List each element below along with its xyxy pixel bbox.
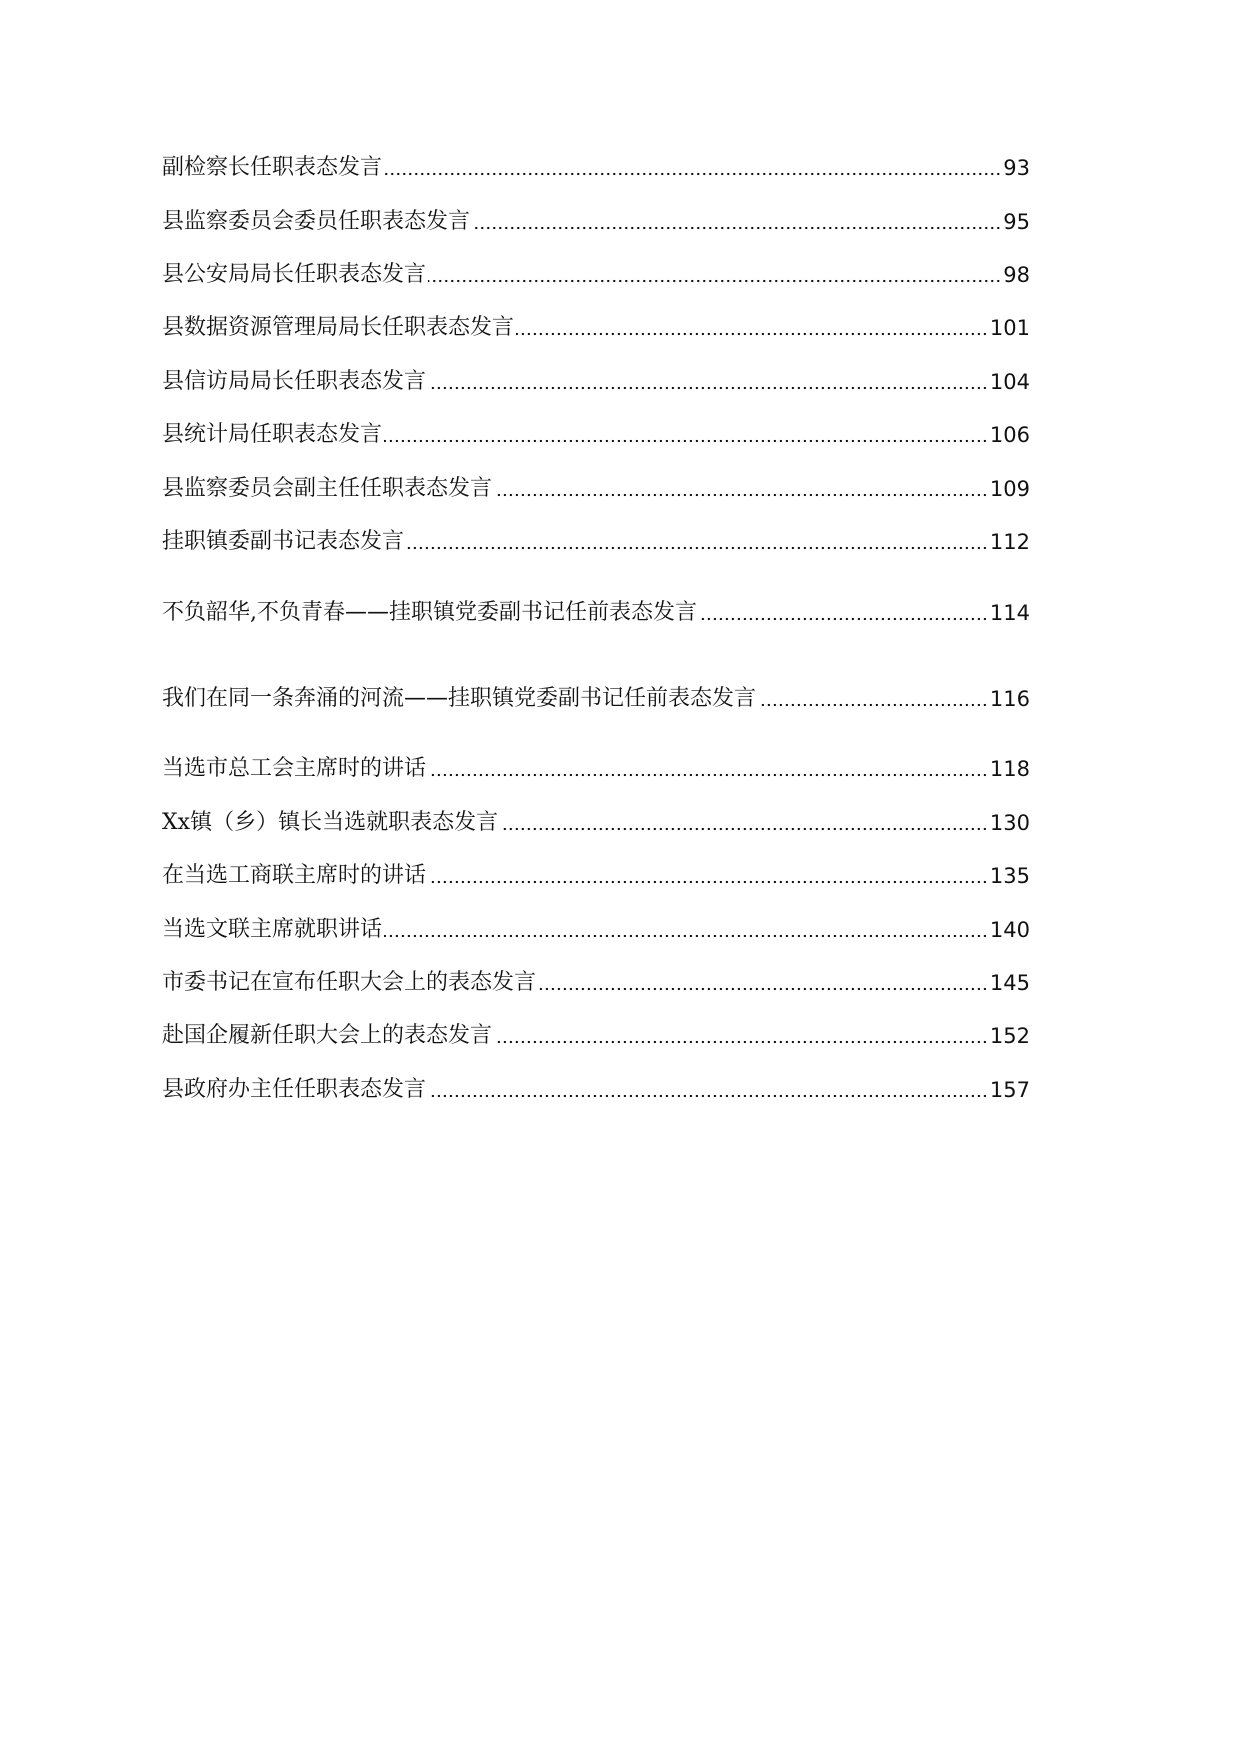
toc-page-number: 98 [1003,263,1030,287]
toc-dot-leader [516,332,988,336]
toc-dot-leader [699,617,988,621]
toc-page-number: 109 [989,477,1030,501]
toc-entry[interactable] [162,965,1030,997]
toc-entry[interactable] [162,364,1030,396]
toc-dot-leader [406,546,988,550]
toc-entry-title: 赴国企履新任职大会上的表态发言 [162,1023,493,1048]
toc-entry-title: 挂职镇委副书记表态发言 [162,529,405,554]
toc-entry[interactable] [162,1018,1030,1050]
toc-entry-title: 县数据资源管理局局长任职表态发言 [162,315,515,340]
toc-entry-title: 县公安局局长任职表态发言 [162,262,427,287]
toc-dot-leader [472,226,1001,230]
toc-dot-leader [428,773,988,777]
toc-entry[interactable] [162,524,1030,556]
toc-entry[interactable] [162,310,1030,342]
toc-dot-leader [758,703,988,707]
toc-page-number: 106 [989,423,1030,447]
toc-dot-leader [500,827,988,831]
toc-entry-title: 县监察委员会委员任职表态发言 [162,209,471,234]
toc-page-number: 112 [989,530,1030,554]
toc-entry[interactable] [162,471,1030,503]
toc-dot-leader [428,279,1001,283]
toc-dot-leader [428,1094,988,1098]
toc-entry[interactable] [162,751,1030,783]
toc-entry[interactable] [162,1072,1030,1104]
toc-entry-title: 当选市总工会主席时的讲话 [162,756,427,781]
toc-page-number: 93 [1003,156,1030,180]
toc-page-number: 140 [989,918,1030,942]
toc-entry[interactable] [162,858,1030,890]
toc-dot-leader [384,934,988,938]
toc-page-number: 104 [989,370,1030,394]
toc-entry[interactable] [162,805,1030,837]
toc-entry-title: 在当选工商联主席时的讲话 [162,863,427,888]
toc-entry[interactable] [162,204,1030,236]
toc-dot-leader [494,493,988,497]
toc-page-number: 114 [989,601,1030,625]
toc-entry-subtitle: ——挂职镇党委副书记任前表态发言 [345,600,698,625]
toc-entry-title: 市委书记在宣布任职大会上的表态发言 [162,970,537,995]
toc-page-number: 95 [1003,210,1030,234]
toc-dot-leader [494,1040,988,1044]
toc-dot-leader [428,880,988,884]
toc-entry-subtitle: ——挂职镇党委副书记任前表态发言 [404,686,757,711]
toc-entry-title: Xx镇（乡）镇长当选就职表态发言 [162,810,499,835]
toc-entry[interactable] [162,150,1030,182]
toc-entry-title: 县统计局任职表态发言 [162,422,383,447]
toc-entry-title: 县监察委员会副主任任职表态发言 [162,476,493,501]
toc-entry-title: 县信访局局长任职表态发言 [162,369,427,394]
toc-page-number: 152 [989,1024,1030,1048]
toc-page-number: 135 [989,864,1030,888]
toc-dot-leader [384,172,1001,176]
toc-dot-leader [384,439,988,443]
toc-page-number: 118 [989,757,1030,781]
toc-entry[interactable] [162,595,1030,627]
toc-entry-title: 县政府办主任任职表态发言 [162,1077,427,1102]
toc-page-number: 130 [989,811,1030,835]
toc-entry[interactable] [162,912,1030,944]
toc-dot-leader [428,386,988,390]
toc-page-number: 101 [989,316,1030,340]
toc-entry-title: 副检察长任职表态发言 [162,155,383,180]
toc-entry[interactable] [162,417,1030,449]
toc-page-number: 157 [989,1078,1030,1102]
toc-entry-title: 当选文联主席就职讲话 [162,917,383,942]
toc-entry-title: 我们在同一条奔涌的河流 [162,686,405,711]
toc-page-number: 116 [989,687,1030,711]
toc-dot-leader [538,987,988,991]
toc-page-number: 145 [989,971,1030,995]
toc-entry-title: 不负韶华,不负青春 [162,600,345,625]
toc-entry[interactable] [162,681,1030,713]
toc-entry[interactable] [162,257,1030,289]
